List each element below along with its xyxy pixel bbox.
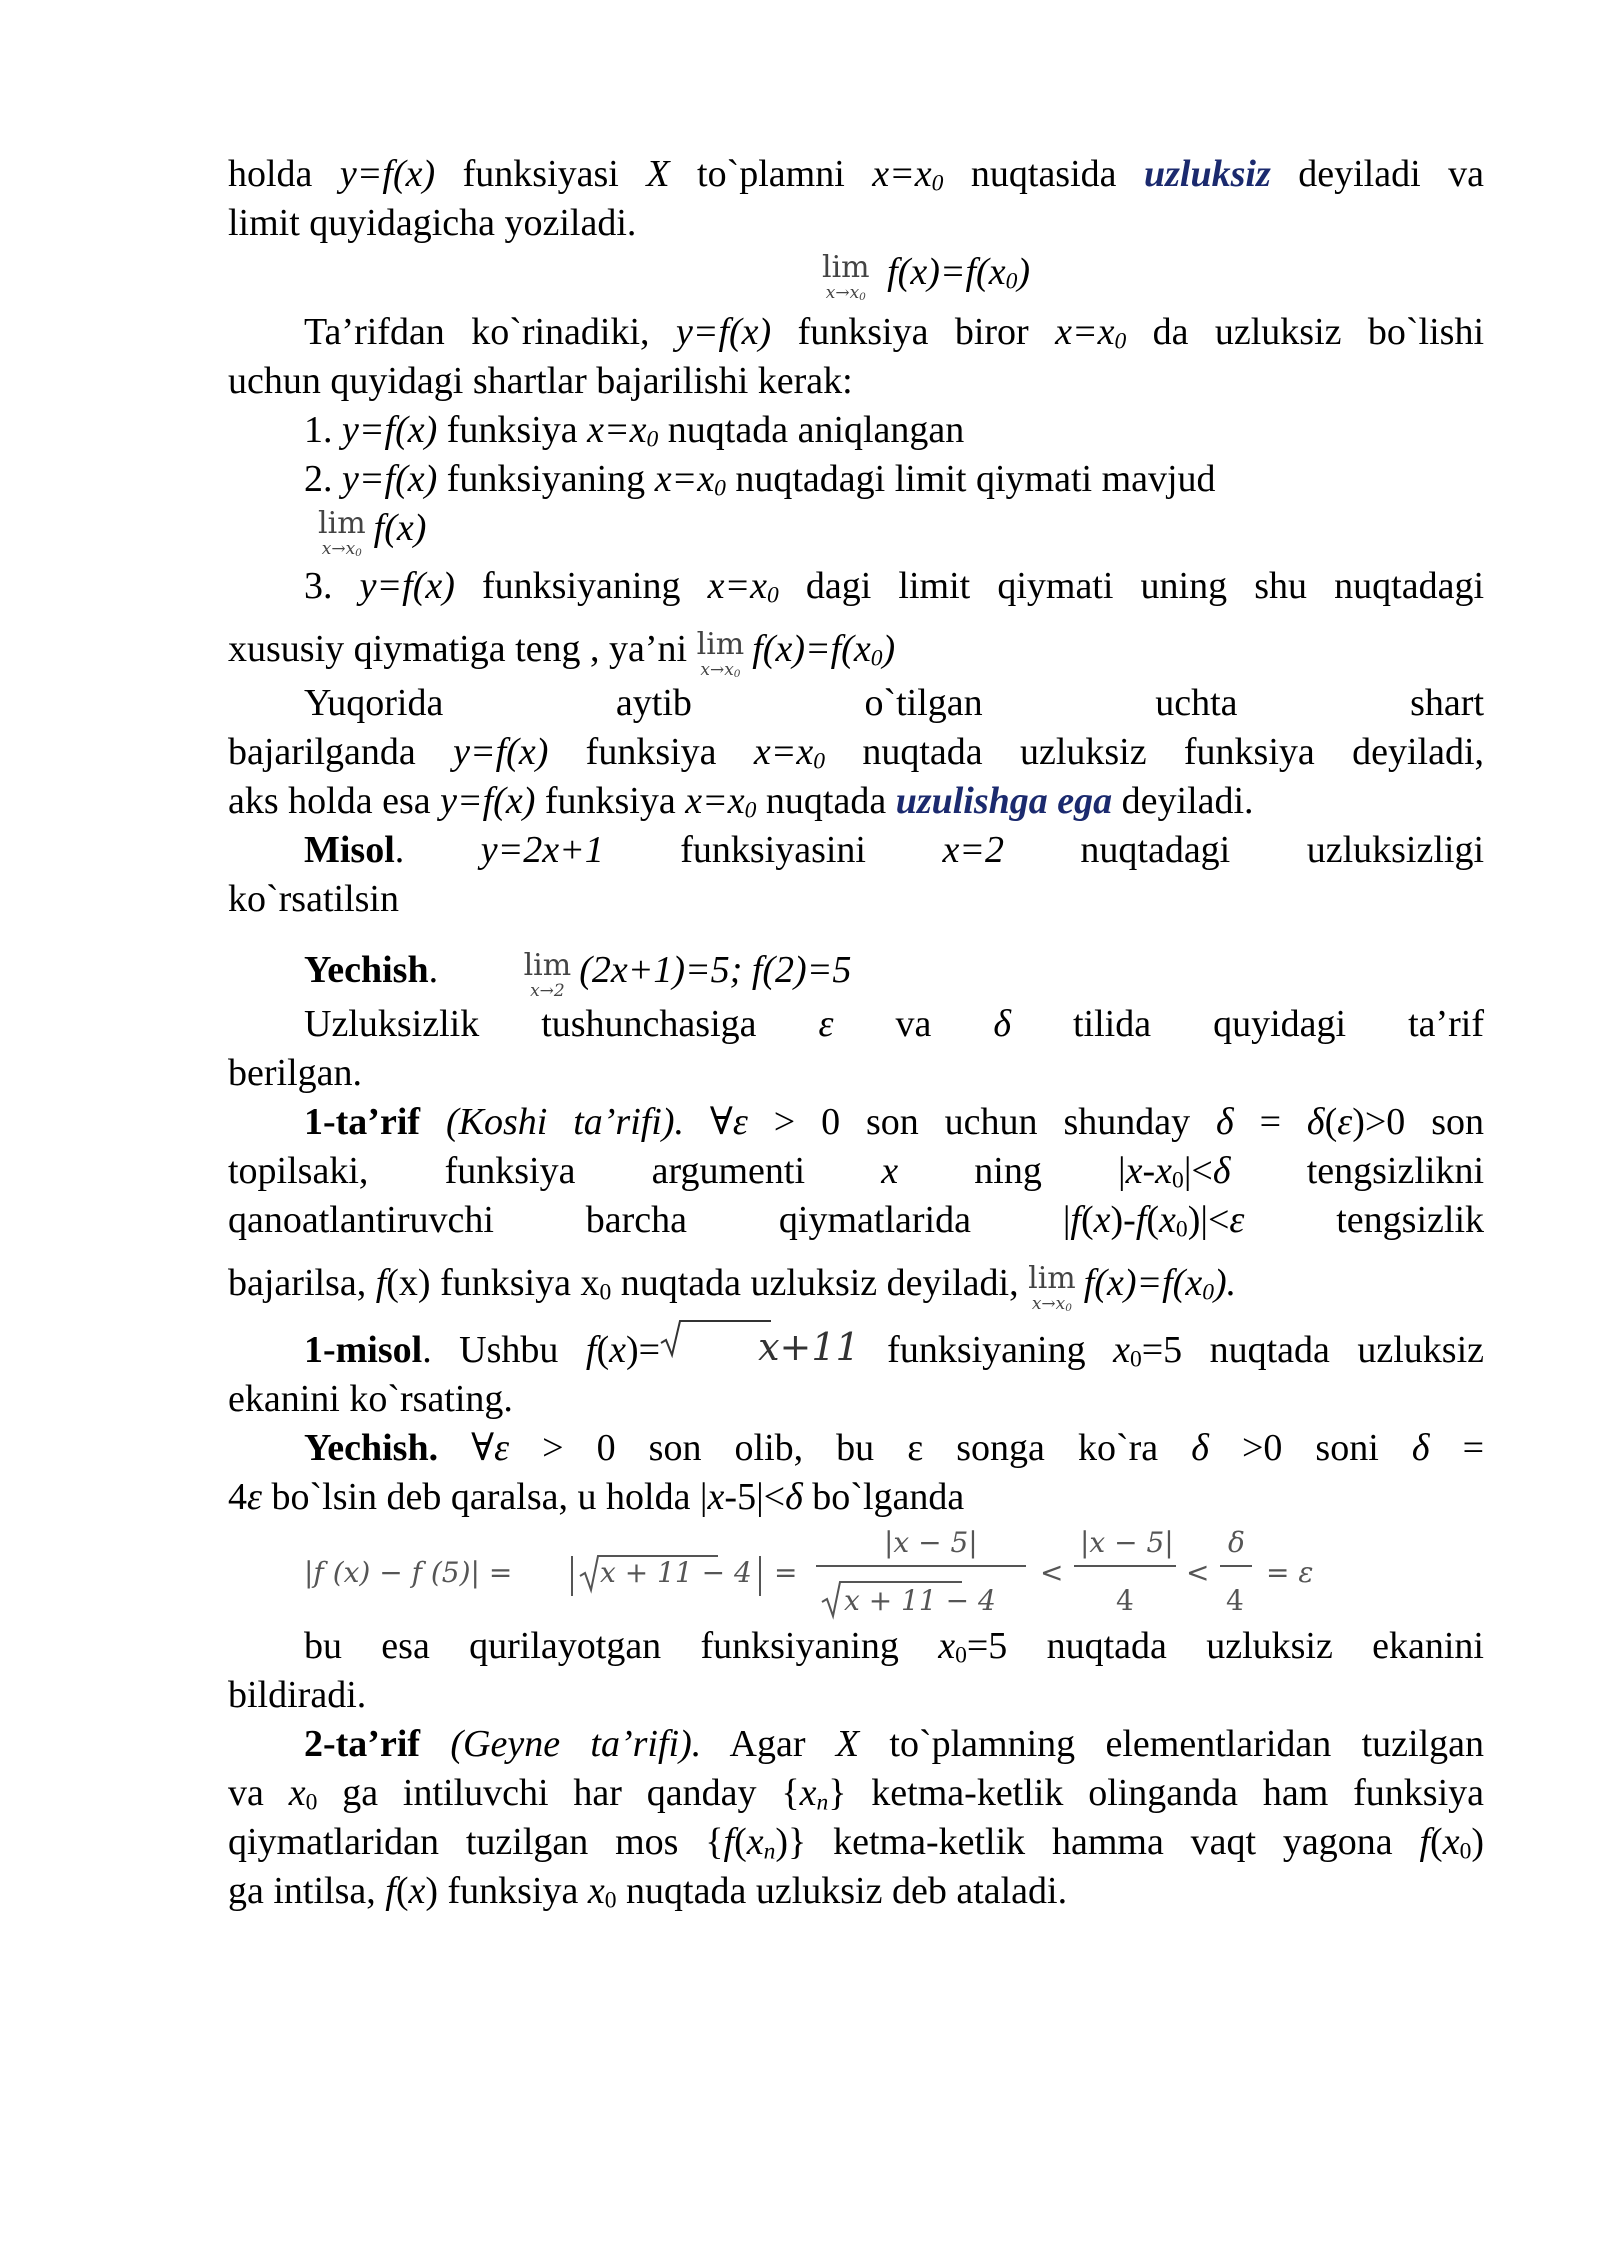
list-item: 1. y=f(x) funksiya $x=x_0$ nuqtada aniqlangan bbox=[304, 409, 965, 453]
formula-den3: 4 bbox=[1226, 1584, 1244, 1617]
sqrt-expression: x+11 bbox=[660, 1323, 860, 1372]
paragraph-line: topilsaki, funksiya argumenti x ning $|x-x_0|<\delta$ tengsizlikni bbox=[228, 1150, 1485, 1194]
paragraph-line: uchun quyidagi shartlar bajarilishi kerak: bbox=[228, 360, 853, 402]
limit-formula: lim $x\to x_0$ f(x) bbox=[318, 506, 427, 560]
paragraph-line: berilgan. bbox=[228, 1052, 363, 1094]
formula-num1: |x − 5| bbox=[884, 1526, 978, 1559]
formula-eq2: = ε bbox=[1266, 1556, 1314, 1589]
formula-num2: |x − 5| bbox=[1080, 1526, 1174, 1559]
paragraph-line: limit quyidagicha yoziladi. bbox=[228, 202, 637, 244]
paragraph-line: bildiradi. bbox=[228, 1674, 367, 1716]
lim-symbol: lim $x\to x_0$ bbox=[821, 250, 870, 304]
paragraph-line: bajarilganda y=f(x) funksiya $x=x_0$ nuqtada uzluksiz funksiya deyiladi, bbox=[228, 731, 1484, 775]
paragraph-line: Misol. y=2x+1 funksiyasini x=2 nuqtadagi uzluksizligi bbox=[304, 829, 1485, 871]
paragraph-line: ekanini ko`rsating. bbox=[228, 1378, 513, 1420]
lim-symbol: lim $x\to x_0$ bbox=[696, 627, 745, 681]
formula-abs-inner: x + 11 − 4 bbox=[600, 1556, 752, 1589]
paragraph-line: bajarilsa, f(x) funksiya $x_0$ nuqtada uzluksiz deyiladi, lim $x\to x_0$ $f(x)=f(x_0)$. bbox=[228, 1261, 1237, 1315]
formula-den2: 4 bbox=[1116, 1584, 1134, 1617]
formula-num3: δ bbox=[1228, 1526, 1245, 1559]
paragraph-line: 1-misol. Ushbu f(x)= x+11 funksiyaning $x_0=5$ nuqtada uzluksiz bbox=[228, 1323, 1484, 1375]
term-uzluksiz: uzluksiz bbox=[1144, 153, 1271, 195]
paragraph-line: bu esa qurilayotgan funksiyaning $x_0=5$ nuqtada uzluksiz ekanini bbox=[304, 1625, 1484, 1669]
paragraph-line: Yuqorida aytib o`tilgan uchta shart bbox=[304, 682, 1484, 724]
paragraph-line: Yechish. lim x→2 (2x+1)=5; f(2)=5 bbox=[304, 948, 852, 1001]
paragraph-line: Uzluksizlik tushunchasiga ε va δ tilida quyidagi ta’rif bbox=[304, 1003, 1485, 1045]
paragraph-line: ga intilsa, f(x) funksiya $x_0$ nuqtada uzluksiz deb ataladi. bbox=[228, 1870, 1068, 1914]
list-item: 3. y=f(x) funksiyaning $x=x_0$ dagi limit qiymati uning shu nuqtadagi bbox=[304, 565, 1484, 609]
list-item: 2. y=f(x) funksiyaning $x=x_0$ nuqtadagi limit qiymati mavjud bbox=[304, 458, 1216, 502]
term-uzulishga-ega: uzulishga ega bbox=[895, 780, 1113, 822]
inequality-formula bbox=[228, 1522, 1484, 1622]
formula-den1: x + 11 − 4 bbox=[844, 1584, 996, 1617]
paragraph-line: 1-ta’rif (Koshi ta’rifi). ∀ε > 0 son uchun shunday δ = δ(ε)>0 son bbox=[304, 1101, 1484, 1143]
lim-symbol: lim $x\to x_0$ bbox=[1028, 1261, 1076, 1315]
paragraph-line: qanoatlantiruvchi barcha qiymatlarida $|f(x)-f(x_0)|<\varepsilon$ tengsizlik bbox=[228, 1199, 1484, 1243]
lim-symbol: lim x→2 bbox=[523, 948, 572, 1001]
paragraph-line: 4ε bo`lsin deb qaralsa, u holda |x-5|<δ bo`lganda bbox=[228, 1476, 965, 1518]
formula-eq: = bbox=[774, 1556, 798, 1589]
paragraph-line: qiymatlaridan tuzilgan mos $\{f(x_n)\}$ ketma-ketlik hamma vaqt yagona $f(x_0)$ bbox=[228, 1821, 1484, 1865]
lim-symbol: lim $x\to x_0$ bbox=[318, 506, 366, 560]
formula-lt1: < bbox=[1040, 1556, 1064, 1589]
paragraph-line: aks holda esa y=f(x) funksiya $x=x_0$ nuqtada uzulishga ega deyiladi. bbox=[228, 780, 1254, 824]
paragraph-line: xususiy qiymatiga teng , ya’ni lim $x\to x_0$ $f(x)=f(x_0)$ bbox=[228, 627, 896, 681]
paragraph-line: 2-ta’rif (Geyne ta’rifi). Agar X to`plamning elementlaridan tuzilgan bbox=[304, 1723, 1485, 1765]
limit-formula: lim $x\to x_0$ $f(x)=f(x_0)$ bbox=[821, 250, 1031, 304]
document-page bbox=[228, 150, 1484, 1916]
paragraph-line: va $x_0$ ga intiluvchi har qanday $\{x_n\}$ ketma-ketlik olinganda ham funksiya bbox=[228, 1772, 1485, 1816]
paragraph-line: ko`rsatilsin bbox=[228, 878, 399, 920]
formula-lt2: < bbox=[1186, 1556, 1210, 1589]
paragraph-line: Yechish. ∀ε > 0 son olib, bu ε songa ko`ra δ >0 soni δ = bbox=[304, 1427, 1485, 1469]
paragraph-line: holda y=f(x) funksiyasi X to`plamni $x=x_0$ nuqtasida uzluksiz deyiladi va bbox=[228, 153, 1484, 197]
paragraph-line: Ta’rifdan ko`rinadiki, y=f(x) funksiya biror $x=x_0$ da uzluksiz bo`lishi bbox=[304, 311, 1484, 355]
formula-lhs: |f (x) − f (5)| = bbox=[304, 1556, 513, 1589]
